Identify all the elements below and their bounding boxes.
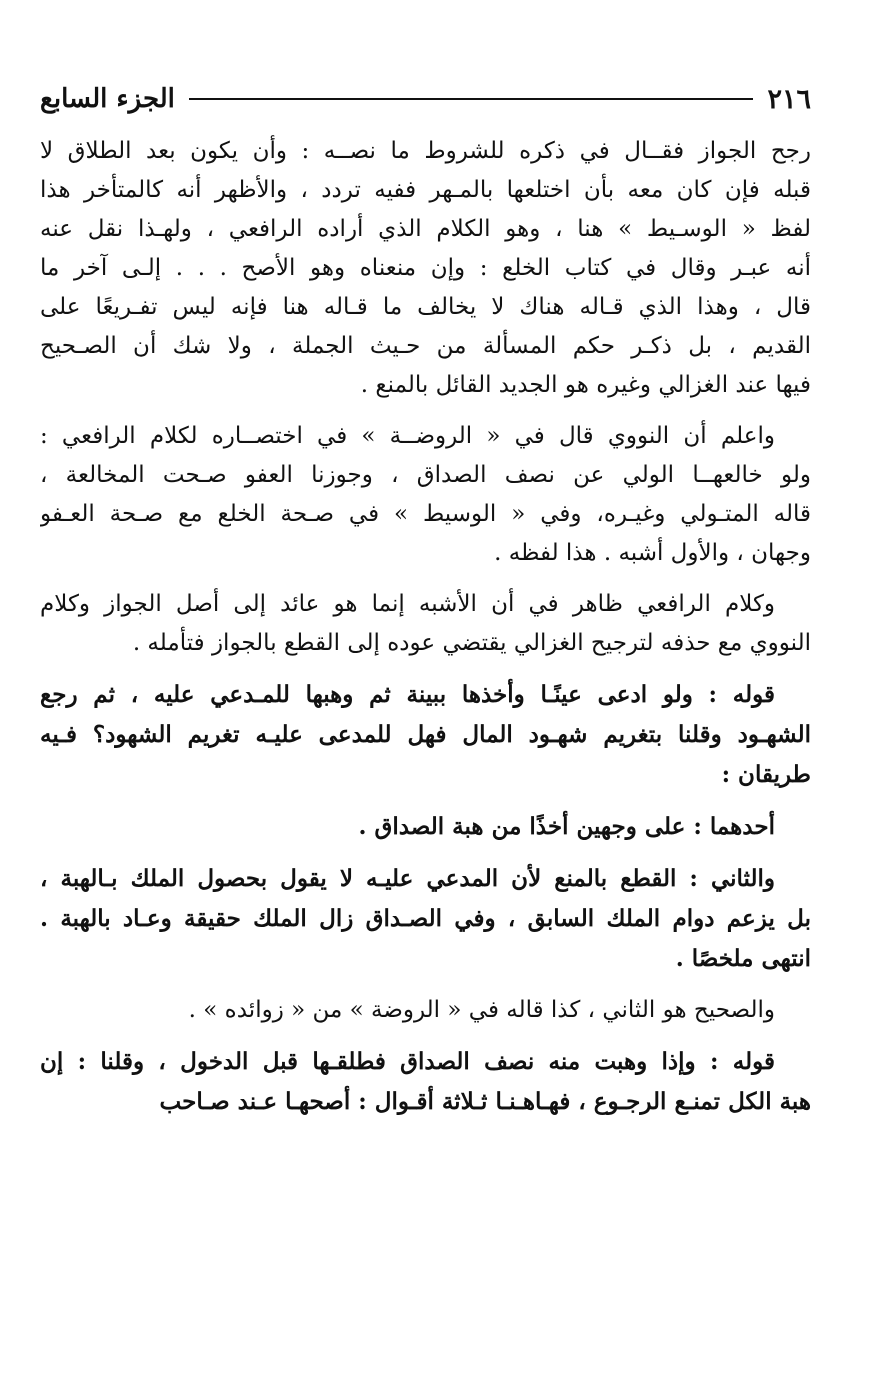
text-line: فيها عند الغزالي وغيره هو الجديد القائل بالمنع .	[360, 372, 811, 398]
paragraph	[40, 585, 811, 663]
page-header	[40, 80, 811, 118]
page-number: ٢١٦	[767, 83, 811, 115]
text-line: انتهى ملخصًا .	[675, 945, 811, 972]
book-page	[40, 80, 811, 1369]
text-line: وجهان ، والأول أشبه . هذا لفظه .	[494, 540, 811, 566]
text-line: قاله المتـولي وغيـره، وفي « الوسيط » في صـحة الخلع مع صـحة العـفو	[40, 501, 811, 527]
text-line: بل يزعم دوام الملك السابق ، وفي الصـداق زال الملك حقيقة وعـاد بالهبة .	[40, 905, 811, 932]
bold-paragraph	[40, 807, 811, 847]
text-line: لفظ « الوسـيط » هنا ، وهو الكلام الذي أراده الرافعي ، ولهـذا نقل عنه	[40, 216, 811, 242]
text-line: الشهـود وقلنا بتغريم شهـود المال فهل للمدعى عليـه تغريم الشهود؟ فـيه	[40, 721, 811, 748]
running-head: الجزء السابع	[40, 84, 175, 114]
bold-paragraph	[40, 1042, 811, 1122]
paragraph	[40, 991, 811, 1030]
body-text	[40, 132, 811, 1122]
text-line: قبله فإن كان معه بأن اختلعها بالمـهر ففيه تردد ، والأظهر أنه كالمتأخر هذا	[40, 177, 811, 203]
text-line: أنه عبـر وقال في كتاب الخلع : وإن منعناه وهو الأصح . . . إلـى آخر ما	[40, 255, 811, 281]
text-line: أحدهما : على وجهين أخذًا من هبة الصداق .	[358, 813, 775, 840]
text-line: والثاني : القطع بالمنع لأن المدعي عليـه لا يقول بحصول الملك بـالهبة ،	[40, 865, 775, 892]
paragraph	[40, 417, 811, 573]
text-line: النووي مع حذفه لترجيح الغزالي يقتضي عوده إلى القطع بالجواز فتأمله .	[132, 630, 811, 656]
text-line: واعلم أن النووي قال في « الروضــة » في اختصــاره لكلام الرافعي :	[40, 423, 775, 449]
paragraph	[40, 132, 811, 405]
text-line: هبة الكل تمنـع الرجـوع ، فهـاهـنـا ثـلاثة أقـوال : أصحهـا عـند صـاحب	[159, 1088, 811, 1115]
header-rule	[189, 98, 754, 100]
bold-paragraph	[40, 675, 811, 795]
bold-paragraph	[40, 859, 811, 979]
text-line: والصحيح هو الثاني ، كذا قاله في « الروضة » من « زوائده » .	[188, 997, 775, 1023]
text-line: قال ، وهذا الذي قـاله هناك لا يخالف ما قـاله هنا فإنه ليس تفـريعًا على	[40, 294, 811, 320]
text-line: قوله : ولو ادعى عينًـا وأخذها ببينة ثم وهبها للمـدعي عليه ، ثم رجع	[40, 681, 775, 708]
text-line: قوله : وإذا وهبت منه نصف الصداق فطلقـها قبل الدخول ، وقلنا : إن	[40, 1048, 775, 1075]
text-line: وكلام الرافعي ظاهر في أن الأشبه إنما هو عائد إلى أصل الجواز وكلام	[40, 591, 775, 617]
text-line: القديم ، بل ذكـر حكم المسألة من حـيث الجملة ، ولا شك أن الصـحيح	[40, 333, 811, 359]
text-line: رجح الجواز فقــال في ذكره للشروط ما نصــه : وأن يكون بعد الطلاق لا	[40, 138, 811, 164]
text-line: طريقان :	[721, 761, 811, 788]
text-line: ولو خالعهــا الولي عن نصف الصداق ، وجوزنا العفو صـحت المخالعة ،	[40, 462, 811, 488]
